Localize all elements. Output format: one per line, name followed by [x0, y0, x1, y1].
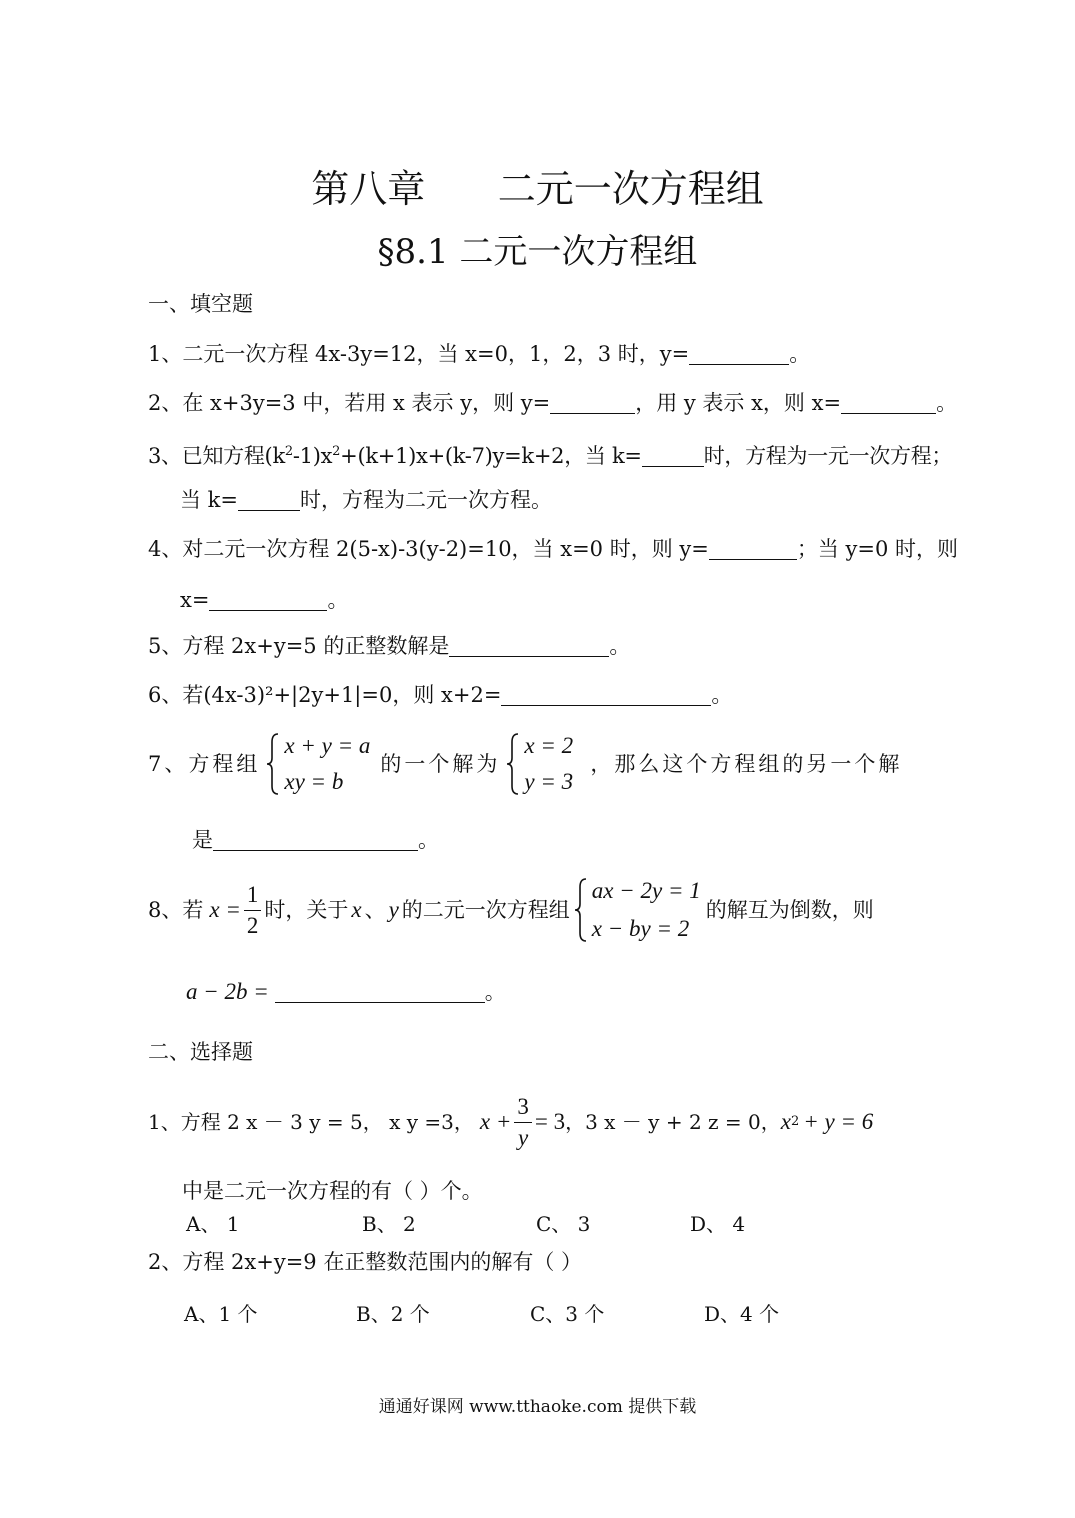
question-1-8	[148, 875, 874, 945]
question-1-8-line2	[186, 978, 506, 1006]
p2q1-d: + y = 6	[803, 1109, 874, 1134]
option-d[interactable]: D、 4	[690, 1212, 746, 1236]
q7-part-c: ，那么这个方程组的另一个解	[590, 752, 903, 776]
q2-part-a: 2、在 x+3y=3 中，若用 x 表示 y，则 y=	[148, 391, 551, 415]
frac-denominator: 2	[246, 912, 259, 938]
q4-part-a: 4、对二元一次方程 2(5-x)-3(y-2)=10，当 x=0 时，则 y=	[148, 537, 709, 561]
option-b[interactable]: B、2 个	[356, 1302, 430, 1326]
answer-blank[interactable]	[238, 490, 300, 511]
frac-numerator: 1	[244, 880, 262, 911]
part1-heading: 一、填空题	[148, 292, 253, 316]
q2-end: 。	[936, 391, 958, 415]
q4-part-b: ；当 y=0 时，则	[796, 537, 959, 561]
p2q1-fx: x +	[479, 1109, 512, 1134]
question-1-6	[148, 681, 732, 709]
answer-blank[interactable]	[642, 446, 704, 467]
q8-line2: a − 2b =	[186, 979, 269, 1004]
q8-part-c: 的二元一次方程组	[401, 898, 570, 922]
option-c[interactable]: C、3 个	[530, 1302, 605, 1326]
q3-part-c: +(k+1)x+(k-7)y=k+2，当 k=	[340, 444, 642, 468]
p2q1-fe: = 3	[534, 1109, 566, 1134]
sys2-eq2: y = 3	[524, 769, 574, 794]
section-title: §8.1 二元一次方程组	[377, 232, 698, 272]
sys3-eq1: ax − 2y = 1	[591, 878, 701, 903]
question-2-2: 2、方程 2x+y=9 在正整数范围内的解有（ ）	[148, 1250, 583, 1274]
fraction-one-half	[244, 880, 262, 941]
q3-part-a: 3、已知方程(k	[148, 444, 285, 468]
p2q1-c: x	[780, 1109, 791, 1134]
p2q1-part-b: ，3 x － y + 2 z = 0，	[565, 1110, 781, 1134]
p2q1-csup: 2	[790, 1114, 800, 1129]
equation-system-3	[574, 877, 702, 943]
question-1-2	[148, 389, 957, 417]
chapter-title: 第八章 二元一次方程组	[311, 167, 764, 211]
left-brace-icon	[266, 732, 280, 796]
answer-blank[interactable]	[275, 982, 485, 1003]
sys1-eq2: xy = b	[284, 769, 344, 794]
fraction-3-over-y	[514, 1092, 532, 1153]
q7-end: 。	[418, 828, 439, 852]
option-a[interactable]: A、 1	[186, 1212, 240, 1236]
question-2-1-line2: 中是二元一次方程的有（ ）个。	[182, 1179, 483, 1203]
frac-denominator: y	[518, 1124, 529, 1150]
question-1-7	[148, 732, 902, 796]
q4-end: 。	[327, 588, 349, 612]
question-1-4-line2	[180, 586, 348, 614]
q7-part-b: 的一个解为	[380, 752, 501, 776]
q2-part-b: ，用 y 表示 x，则 x=	[635, 391, 842, 415]
p2q1-part-a: 1、方程 2 x － 3 y = 5， x y =3，	[148, 1110, 474, 1134]
answer-blank[interactable]	[209, 590, 327, 611]
q6-end: 。	[711, 683, 733, 707]
q3-line2a: 当 k=	[180, 488, 238, 512]
option-a[interactable]: A、1 个	[184, 1302, 258, 1326]
frac-numerator: 3	[514, 1092, 532, 1123]
q7-line2: 是	[192, 828, 213, 852]
option-c[interactable]: C、 3	[536, 1212, 591, 1236]
footer-credit: 通通好课网 www.tthaoke.com 提供下载	[378, 1397, 697, 1417]
answer-blank[interactable]	[550, 393, 635, 414]
sys2-eq1: x = 2	[524, 733, 574, 758]
q3-sup2: 2	[332, 444, 341, 459]
q3-part-d: 时，方程为一元一次方程；	[703, 444, 953, 468]
q3-line2b: 时，方程为二元一次方程。	[300, 488, 552, 512]
q8-sep: 、	[364, 898, 386, 922]
q5-end: 。	[609, 634, 631, 658]
q8-end: 。	[484, 980, 506, 1004]
sys1-eq1: x + y = a	[284, 733, 371, 758]
question-1-7-line2	[192, 826, 439, 854]
q3-sup1: 2	[284, 444, 293, 459]
q3-part-b: -1)x	[292, 444, 333, 468]
question-1-3-line2	[180, 486, 552, 514]
answer-blank[interactable]	[501, 685, 711, 706]
equation-system-2	[506, 732, 584, 796]
sys3-eq2: x − by = 2	[591, 916, 690, 941]
q8-var-x: x	[351, 897, 362, 922]
q8-part-d: 的解互为倒数，则	[705, 898, 874, 922]
q6-text: 6、若(4x-3)²+|2y+1|=0，则 x+2=	[148, 683, 502, 707]
equation-system-1	[266, 732, 374, 796]
answer-blank[interactable]	[709, 539, 797, 560]
q8-xeq: x =	[209, 897, 241, 922]
left-brace-icon	[506, 732, 520, 796]
answer-blank[interactable]	[449, 636, 609, 657]
q8-var-y: y	[388, 897, 399, 922]
q5-text: 5、方程 2x+y=5 的正整数解是	[148, 634, 450, 658]
answer-blank[interactable]	[841, 393, 936, 414]
left-brace-icon	[574, 877, 588, 943]
question-2-1	[148, 1090, 873, 1154]
question-1-5	[148, 632, 630, 660]
q1-end: 。	[789, 342, 811, 366]
q8-part-b: 时，关于	[264, 898, 349, 922]
q1-text: 1、二元一次方程 4x-3y=12，当 x=0，1，2，3 时，y=	[148, 342, 690, 366]
q8-part-a: 8、若	[148, 898, 204, 922]
question-1-3	[148, 438, 952, 470]
part2-heading: 二、选择题	[148, 1040, 253, 1064]
question-1-4	[148, 535, 958, 563]
option-d[interactable]: D、4 个	[704, 1302, 780, 1326]
question-1-1	[148, 340, 810, 368]
answer-blank[interactable]	[213, 830, 418, 851]
option-b[interactable]: B、 2	[362, 1212, 416, 1236]
q7-part-a: 7、方程组	[148, 752, 261, 776]
q4-line2: x=	[180, 588, 210, 612]
answer-blank[interactable]	[689, 344, 789, 365]
